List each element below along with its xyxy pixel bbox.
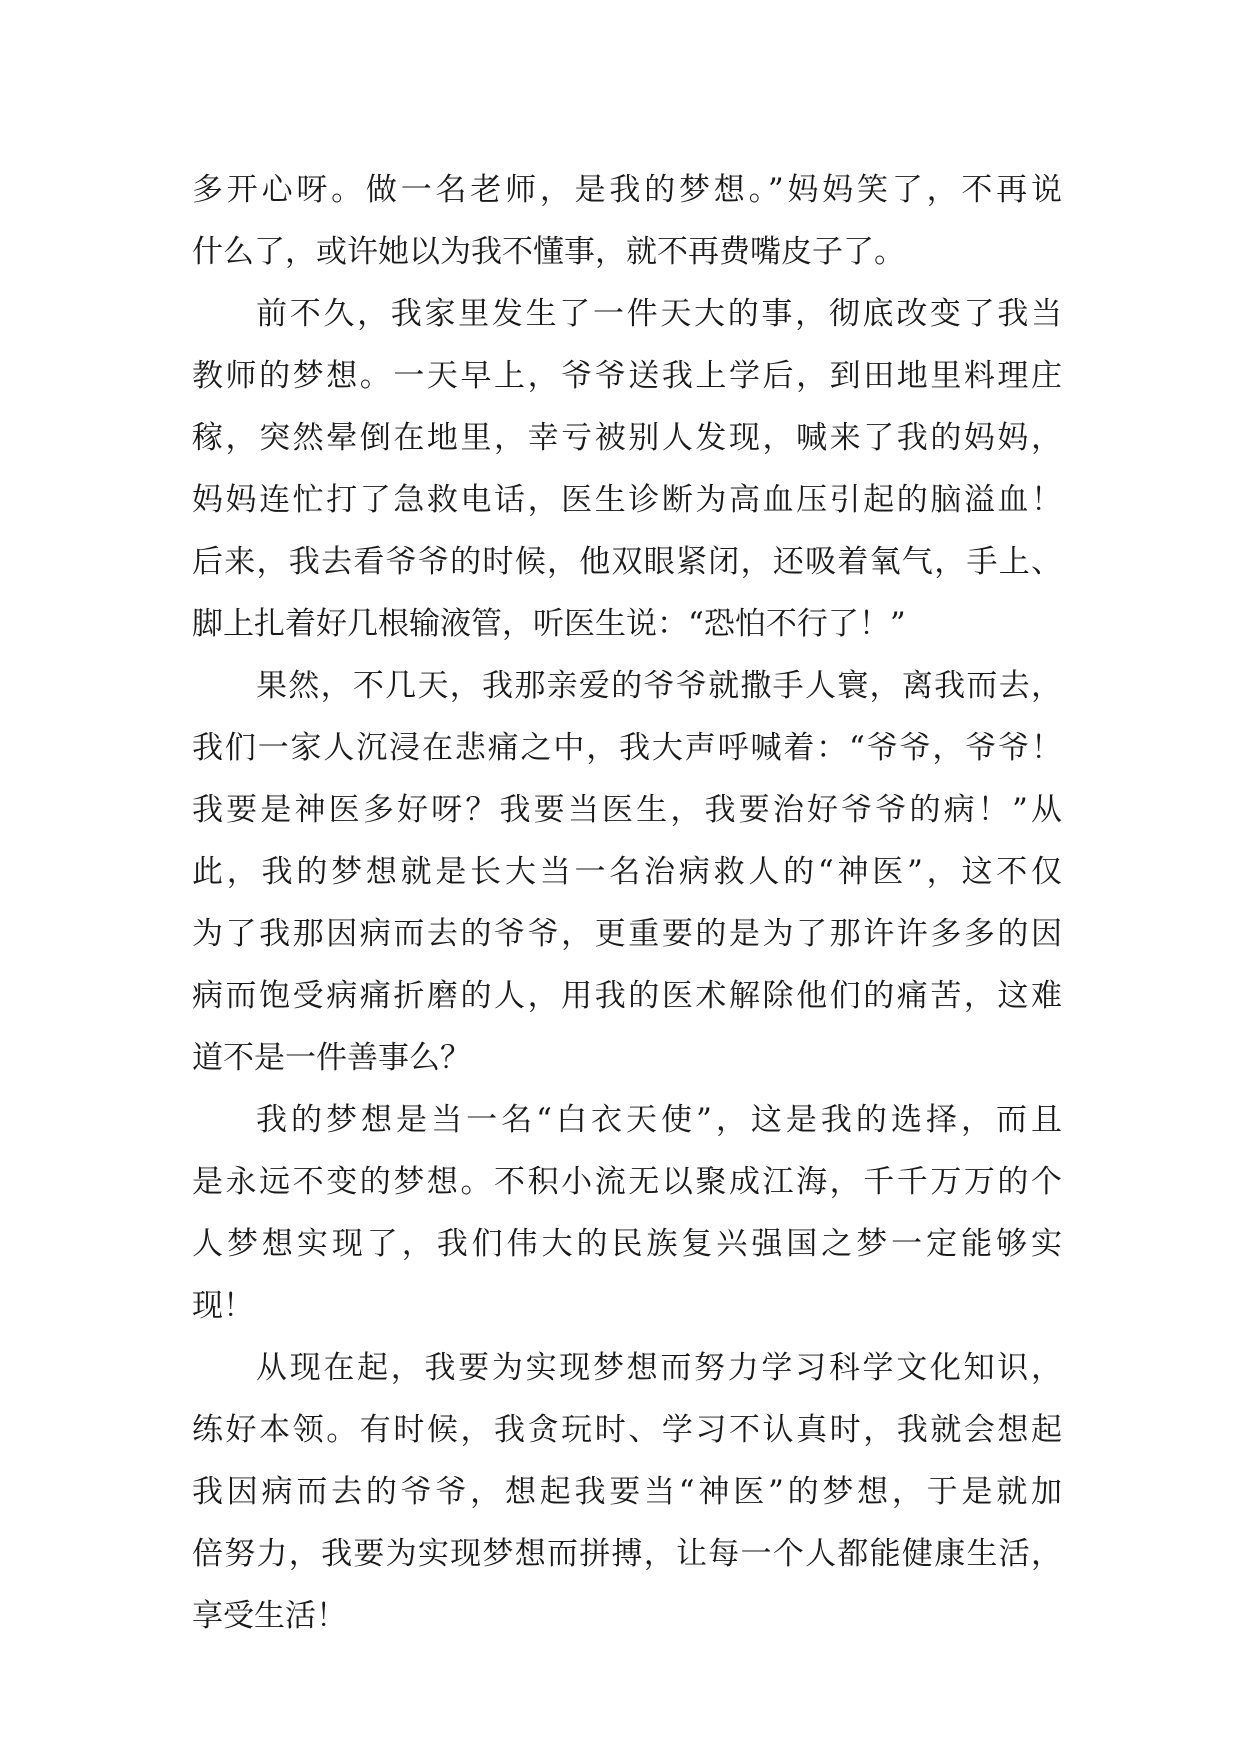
essay-body — [192, 159, 1062, 1647]
text-line: 是永远不变的梦想。不积小流无以聚成江海，千千万万的个 — [192, 1164, 1062, 1200]
text-line: 妈妈连忙打了急救电话，医生诊断为高血压引起的脑溢血！ — [192, 482, 1062, 518]
text-line: 享受生活！ — [192, 1598, 347, 1634]
paragraph-start-line: 我的梦想是当一名“白衣天使”，这是我的选择，而且 — [256, 1102, 1062, 1138]
text-line: 后来，我去看爷爷的时候，他双眼紧闭，还吸着氧气，手上、 — [192, 544, 1062, 580]
text-line: 稼，突然晕倒在地里，幸亏被别人发现，喊来了我的妈妈， — [192, 420, 1062, 456]
text-line: 多开心呀。做一名老师，是我的梦想。”妈妈笑了，不再说 — [192, 172, 1062, 208]
text-line: 我要是神医多好呀？我要当医生，我要治好爷爷的病！”从 — [192, 792, 1062, 828]
text-line: 病而饱受病痛折磨的人，用我的医术解除他们的痛苦，这难 — [192, 978, 1062, 1014]
paragraph-start-line: 从现在起，我要为实现梦想而努力学习科学文化知识， — [256, 1350, 1062, 1386]
text-line: 教师的梦想。一天早上，爷爷送我上学后，到田地里料理庄 — [192, 358, 1062, 394]
text-line: 道不是一件善事么？ — [192, 1040, 471, 1076]
text-line: 人梦想实现了，我们伟大的民族复兴强国之梦一定能够实 — [192, 1226, 1062, 1262]
text-line: 现！ — [192, 1288, 254, 1324]
text-line: 脚上扎着好几根输液管，听医生说：“恐怕不行了！” — [192, 606, 906, 642]
text-line: 为了我那因病而去的爷爷，更重要的是为了那许许多多的因 — [192, 916, 1062, 952]
paragraph-start-line: 前不久，我家里发生了一件天大的事，彻底改变了我当 — [256, 296, 1062, 332]
text-line: 我因病而去的爷爷，想起我要当“神医”的梦想，于是就加 — [192, 1474, 1062, 1510]
text-line: 我们一家人沉浸在悲痛之中，我大声呼喊着：“爷爷，爷爷！ — [192, 730, 1062, 766]
text-line: 什么了，或许她以为我不懂事，就不再费嘴皮子了。 — [192, 234, 905, 270]
text-line: 练好本领。有时候，我贪玩时、学习不认真时，我就会想起 — [192, 1412, 1062, 1448]
paragraph-start-line: 果然，不几天，我那亲爱的爷爷就撒手人寰，离我而去， — [256, 668, 1062, 704]
text-line: 此，我的梦想就是长大当一名治病救人的“神医”，这不仅 — [192, 854, 1062, 890]
text-line: 倍努力，我要为实现梦想而拼搏，让每一个人都能健康生活， — [192, 1536, 1062, 1572]
